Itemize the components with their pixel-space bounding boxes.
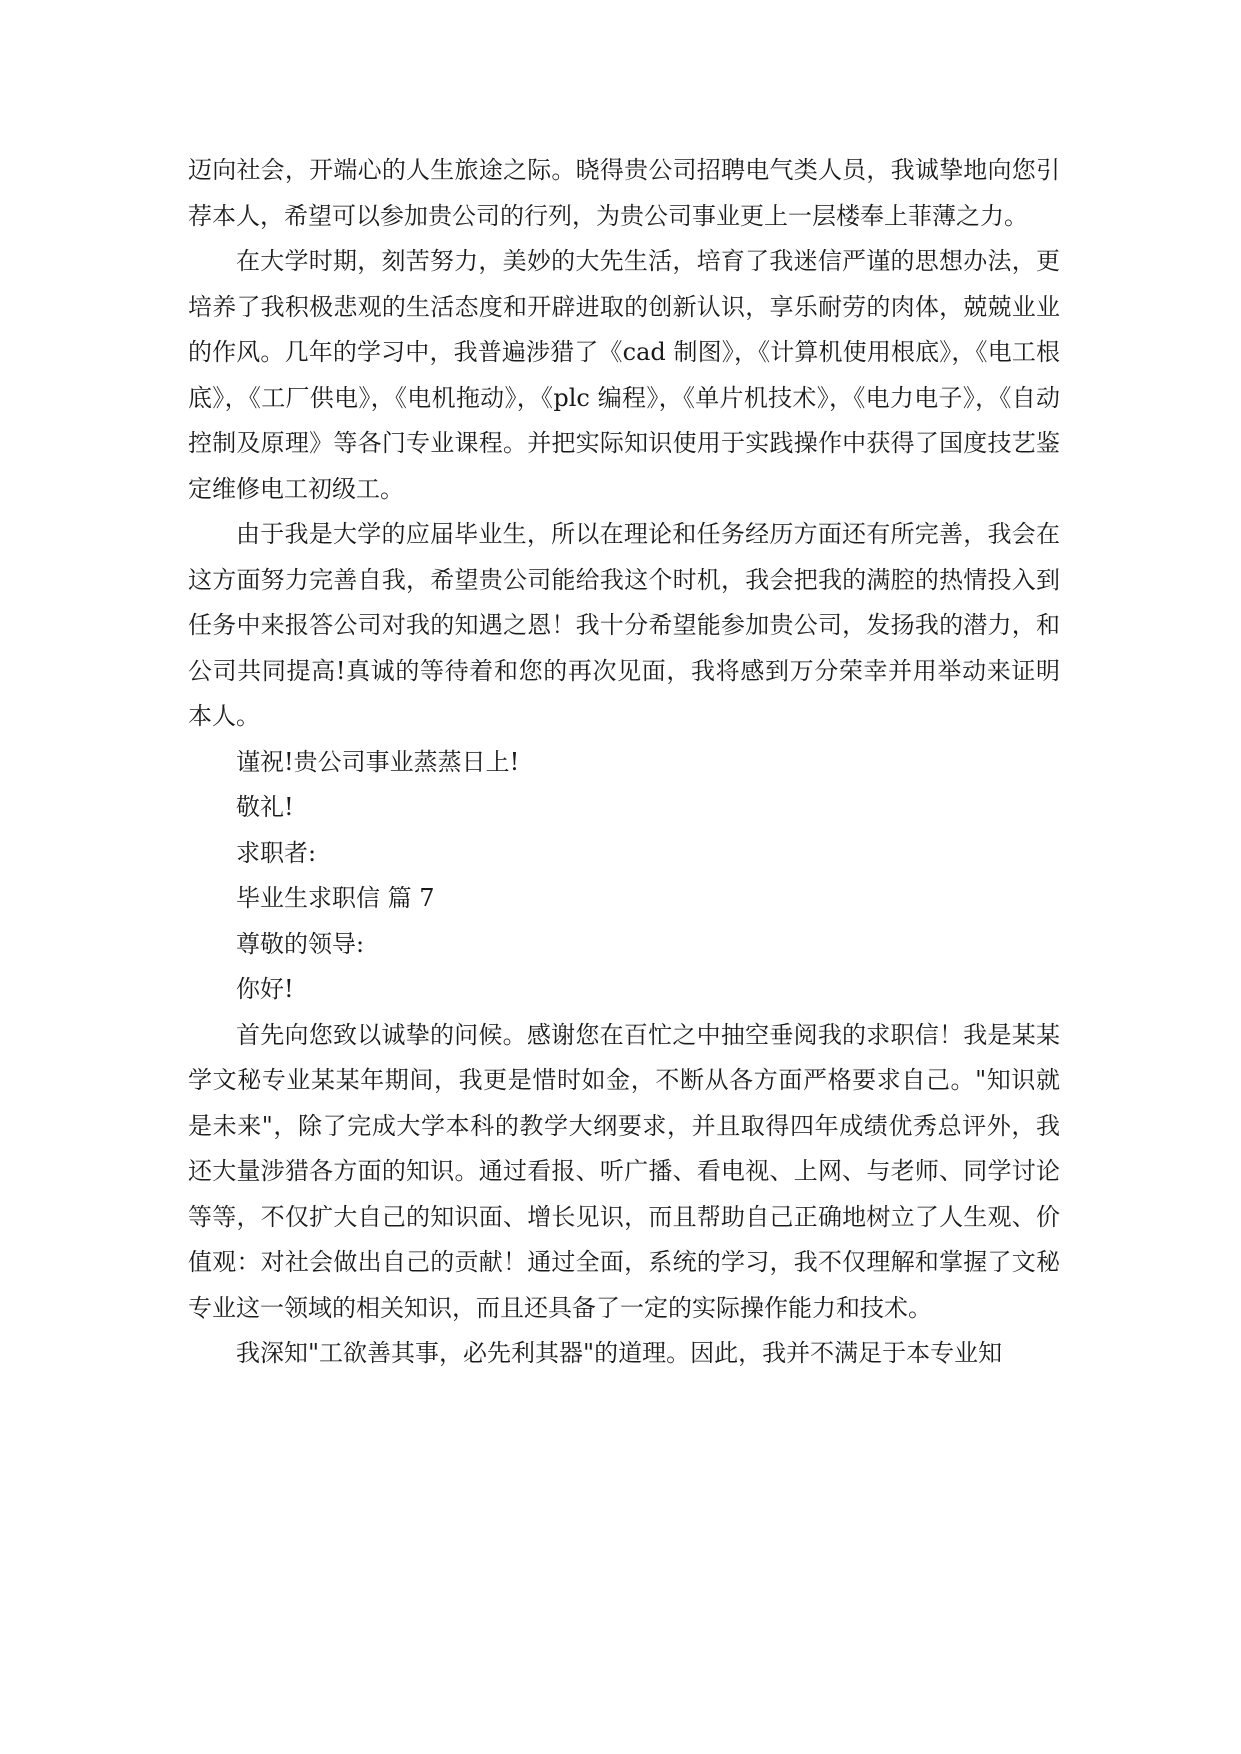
paragraph-intro-continued: 迈向社会，开端心的人生旅途之际。晓得贵公司招聘电气类人员，我诚挚地向您引荐本人，希望可以参加贵公司的行列，为贵公司事业更上一层楼奉上菲薄之力。: [188, 156, 1060, 230]
salutation-respect: 敬礼!: [236, 793, 294, 821]
paragraph-proverb: 我深知"工欲善其事，必先利其器"的道理。因此，我并不满足于本专业知: [236, 1339, 1003, 1367]
paragraph-graduate-commitment: 由于我是大学的应届毕业生，所以在理论和任务经历方面还有所完善，我会在这方面努力完善自我，希望贵公司能给我这个时机，我会把我的满腔的热情投入到任务中来报答公司对我的知遇之恩！我十分希望能参加贵公司，发扬我的潜力，和公司共同提高!真诚的等待着和您的再次见面，我将感到万分荣幸并用举动来证明本人。: [188, 520, 1060, 730]
document-body: [188, 148, 1060, 1377]
letter-addressee: 尊敬的领导:: [236, 929, 365, 958]
paragraph-university-study: 在大学时期，刻苦努力，美妙的大先生活，培育了我迷信严谨的思想办法，更培养了我积极悲观的生活态度和开辟进取的创新认识，享乐耐劳的肉体，兢兢业业的作风。几年的学习中，我普遍涉猎了《cad 制图》，《计算机使用根底》，《电工根底》，《工厂供电》，《电机拖动》，《plc 编程》，《单片机技术》，《电力电子》，《自动控制及原理》等各门专业课程。并把实际知识使用于实践操作中获得了国度技艺鉴定维修电工初级工。: [188, 247, 1060, 503]
closing-wishes: 谨祝!贵公司事业蒸蒸日上!: [236, 747, 520, 776]
paragraph-opening: 首先向您致以诚挚的问候。感谢您在百忙之中抽空垂阅我的求职信！我是某某学文秘专业某某年期间，我更是惜时如金，不断从各方面严格要求自己。"知识就是未来"，除了完成大学本科的教学大纲要求，并且取得四年成绩优秀总评外，我还大量涉猎各方面的知识。通过看报、听广播、看电视、上网、与老师、同学讨论等等，不仅扩大自己的知识面、增长见识，而且帮助自己正确地树立了人生观、价值观：对社会做出自己的贡献！通过全面，系统的学习，我不仅理解和掌握了文秘专业这一领域的相关知识，而且还具备了一定的实际操作能力和技术。: [188, 1020, 1060, 1322]
letter-greeting: 你好!: [236, 975, 294, 1003]
signature-applicant: 求职者:: [236, 838, 317, 867]
section-heading: 毕业生求职信 篇 7: [236, 884, 435, 912]
